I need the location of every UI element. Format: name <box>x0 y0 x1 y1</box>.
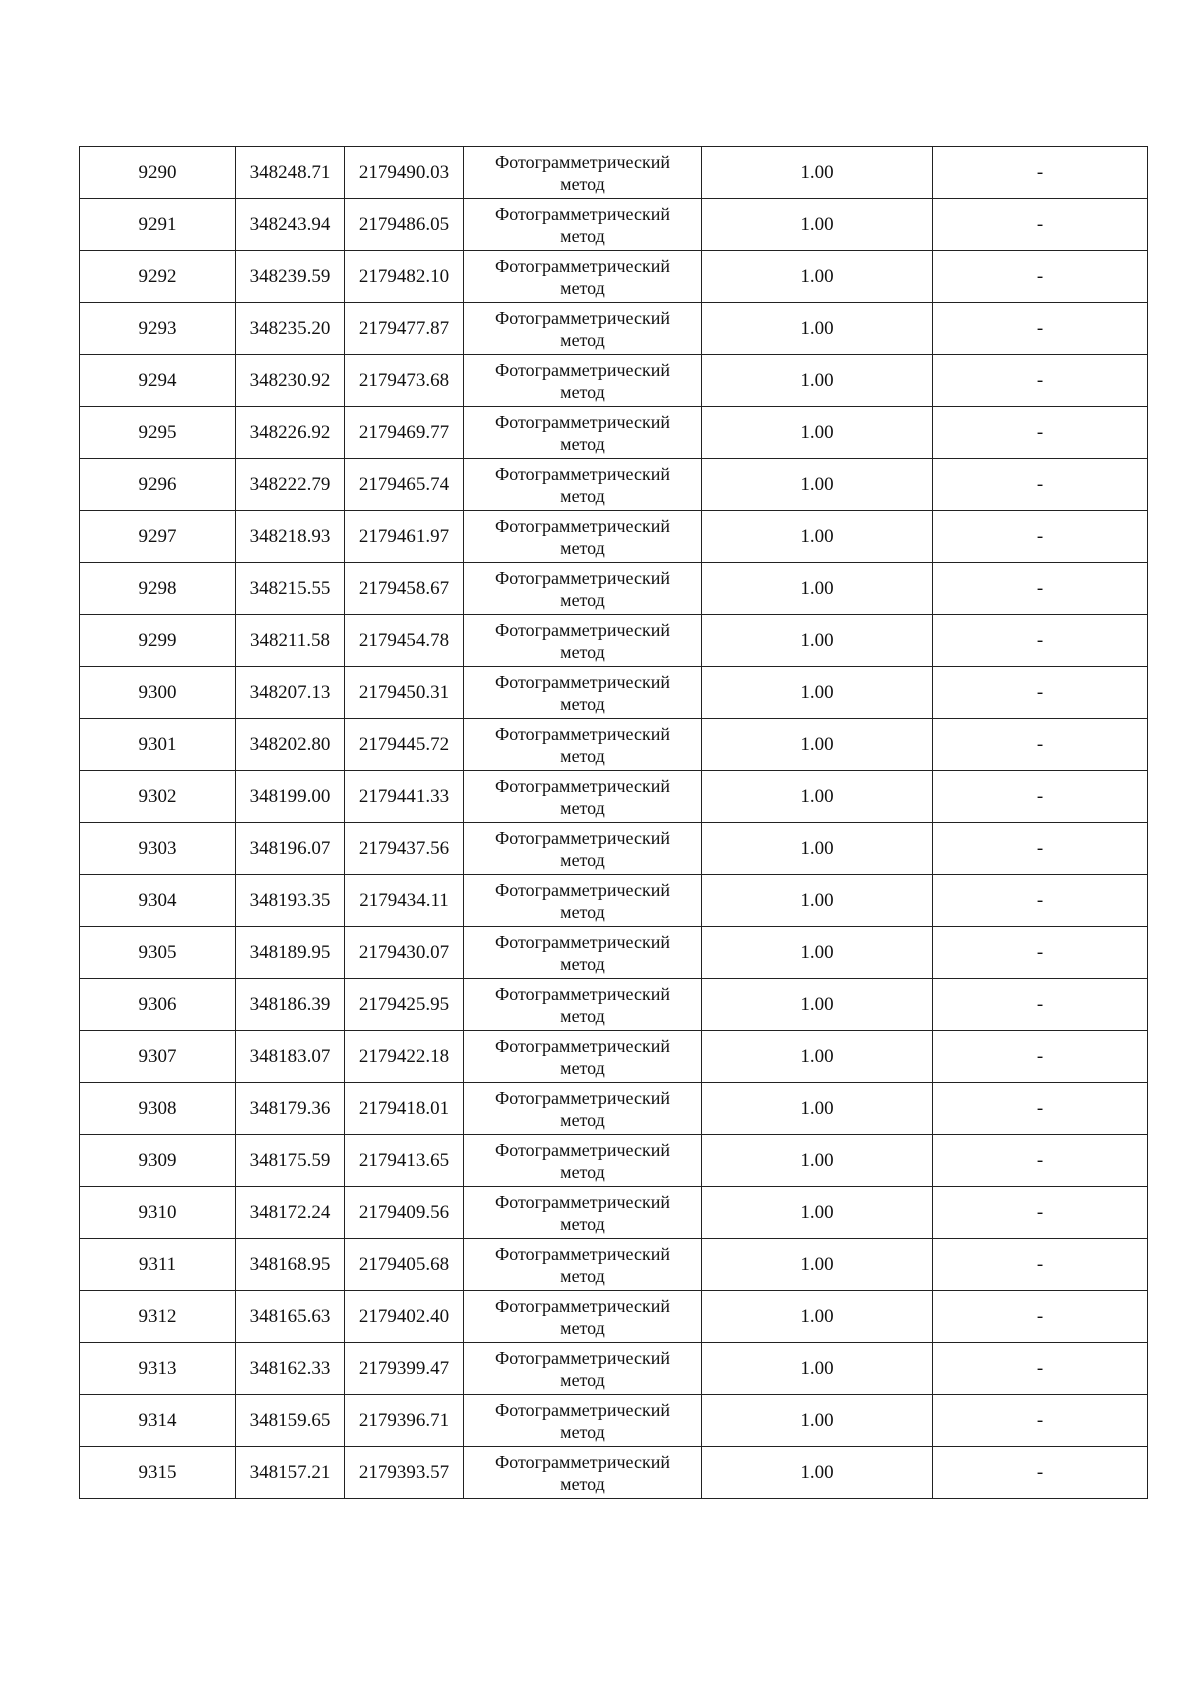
point-number-cell: 9292 <box>80 251 236 303</box>
method-cell <box>464 1447 702 1499</box>
method-line-1: Фотограмметрический <box>495 359 670 380</box>
point-number-cell: 9290 <box>80 147 236 199</box>
method-line-1: Фотограмметрический <box>495 203 670 224</box>
method-cell <box>464 979 702 1031</box>
description-cell: - <box>933 667 1148 719</box>
point-number-cell: 9295 <box>80 407 236 459</box>
description-cell: - <box>933 927 1148 979</box>
method-line-2: метод <box>560 173 605 194</box>
description-cell: - <box>933 771 1148 823</box>
point-number-cell: 9300 <box>80 667 236 719</box>
table-row <box>80 875 1148 927</box>
table-row <box>80 1135 1148 1187</box>
point-number-cell: 9312 <box>80 1291 236 1343</box>
y-coordinate-cell: 2179486.05 <box>345 199 464 251</box>
method-line-1: Фотограмметрический <box>495 1243 670 1264</box>
description-cell: - <box>933 1083 1148 1135</box>
table-row <box>80 615 1148 667</box>
method-line-1: Фотограмметрический <box>495 567 670 588</box>
method-line-1: Фотограмметрический <box>495 151 670 172</box>
y-coordinate-cell: 2179396.71 <box>345 1395 464 1447</box>
point-number-cell: 9306 <box>80 979 236 1031</box>
method-line-2: метод <box>560 953 605 974</box>
x-coordinate-cell: 348218.93 <box>236 511 345 563</box>
description-cell: - <box>933 355 1148 407</box>
method-line-1: Фотограмметрический <box>495 671 670 692</box>
description-cell: - <box>933 1135 1148 1187</box>
method-line-2: метод <box>560 537 605 558</box>
y-coordinate-cell: 2179445.72 <box>345 719 464 771</box>
point-number-cell: 9294 <box>80 355 236 407</box>
x-coordinate-cell: 348199.00 <box>236 771 345 823</box>
method-line-2: метод <box>560 901 605 922</box>
accuracy-cell: 1.00 <box>702 1135 933 1187</box>
method-cell <box>464 1187 702 1239</box>
point-number-cell: 9299 <box>80 615 236 667</box>
x-coordinate-cell: 348239.59 <box>236 251 345 303</box>
accuracy-cell: 1.00 <box>702 355 933 407</box>
accuracy-cell: 1.00 <box>702 459 933 511</box>
x-coordinate-cell: 348179.36 <box>236 1083 345 1135</box>
method-line-1: Фотограмметрический <box>495 723 670 744</box>
table-row <box>80 1447 1148 1499</box>
point-number-cell: 9313 <box>80 1343 236 1395</box>
table-row <box>80 771 1148 823</box>
description-cell: - <box>933 563 1148 615</box>
method-line-2: метод <box>560 693 605 714</box>
description-cell: - <box>933 303 1148 355</box>
y-coordinate-cell: 2179405.68 <box>345 1239 464 1291</box>
table-row <box>80 147 1148 199</box>
method-cell <box>464 511 702 563</box>
y-coordinate-cell: 2179482.10 <box>345 251 464 303</box>
y-coordinate-cell: 2179441.33 <box>345 771 464 823</box>
table-row <box>80 719 1148 771</box>
x-coordinate-cell: 348165.63 <box>236 1291 345 1343</box>
x-coordinate-cell: 348196.07 <box>236 823 345 875</box>
method-line-1: Фотограмметрический <box>495 775 670 796</box>
table-row <box>80 979 1148 1031</box>
method-cell <box>464 1031 702 1083</box>
accuracy-cell: 1.00 <box>702 979 933 1031</box>
table-row <box>80 1291 1148 1343</box>
point-number-cell: 9307 <box>80 1031 236 1083</box>
accuracy-cell: 1.00 <box>702 1083 933 1135</box>
y-coordinate-cell: 2179473.68 <box>345 355 464 407</box>
x-coordinate-cell: 348226.92 <box>236 407 345 459</box>
method-line-2: метод <box>560 485 605 506</box>
method-line-2: метод <box>560 1161 605 1182</box>
x-coordinate-cell: 348189.95 <box>236 927 345 979</box>
method-line-2: метод <box>560 589 605 610</box>
description-cell: - <box>933 1395 1148 1447</box>
method-cell <box>464 1395 702 1447</box>
point-number-cell: 9301 <box>80 719 236 771</box>
accuracy-cell: 1.00 <box>702 719 933 771</box>
method-line-2: метод <box>560 277 605 298</box>
accuracy-cell: 1.00 <box>702 407 933 459</box>
accuracy-cell: 1.00 <box>702 199 933 251</box>
x-coordinate-cell: 348243.94 <box>236 199 345 251</box>
accuracy-cell: 1.00 <box>702 303 933 355</box>
description-cell: - <box>933 1343 1148 1395</box>
description-cell: - <box>933 1447 1148 1499</box>
method-line-1: Фотограмметрический <box>495 1295 670 1316</box>
x-coordinate-cell: 348222.79 <box>236 459 345 511</box>
x-coordinate-cell: 348168.95 <box>236 1239 345 1291</box>
x-coordinate-cell: 348235.20 <box>236 303 345 355</box>
description-cell: - <box>933 719 1148 771</box>
method-line-1: Фотограмметрический <box>495 1451 670 1472</box>
point-number-cell: 9296 <box>80 459 236 511</box>
coordinates-table-body <box>80 147 1148 1499</box>
method-cell <box>464 563 702 615</box>
y-coordinate-cell: 2179409.56 <box>345 1187 464 1239</box>
method-line-1: Фотограмметрический <box>495 1035 670 1056</box>
y-coordinate-cell: 2179437.56 <box>345 823 464 875</box>
description-cell: - <box>933 407 1148 459</box>
method-cell <box>464 1135 702 1187</box>
x-coordinate-cell: 348172.24 <box>236 1187 345 1239</box>
x-coordinate-cell: 348186.39 <box>236 979 345 1031</box>
y-coordinate-cell: 2179465.74 <box>345 459 464 511</box>
point-number-cell: 9293 <box>80 303 236 355</box>
accuracy-cell: 1.00 <box>702 563 933 615</box>
description-cell: - <box>933 1291 1148 1343</box>
accuracy-cell: 1.00 <box>702 667 933 719</box>
description-cell: - <box>933 1239 1148 1291</box>
method-cell <box>464 875 702 927</box>
method-line-1: Фотограмметрический <box>495 1139 670 1160</box>
description-cell: - <box>933 1031 1148 1083</box>
method-line-2: метод <box>560 797 605 818</box>
method-cell <box>464 927 702 979</box>
y-coordinate-cell: 2179402.40 <box>345 1291 464 1343</box>
y-coordinate-cell: 2179393.57 <box>345 1447 464 1499</box>
method-line-2: метод <box>560 1005 605 1026</box>
accuracy-cell: 1.00 <box>702 251 933 303</box>
coordinates-table <box>79 146 1148 1499</box>
accuracy-cell: 1.00 <box>702 1031 933 1083</box>
description-cell: - <box>933 1187 1148 1239</box>
table-row <box>80 563 1148 615</box>
method-cell <box>464 719 702 771</box>
y-coordinate-cell: 2179399.47 <box>345 1343 464 1395</box>
x-coordinate-cell: 348230.92 <box>236 355 345 407</box>
method-line-2: метод <box>560 641 605 662</box>
method-cell <box>464 407 702 459</box>
x-coordinate-cell: 348183.07 <box>236 1031 345 1083</box>
method-line-2: метод <box>560 849 605 870</box>
accuracy-cell: 1.00 <box>702 1291 933 1343</box>
table-row <box>80 407 1148 459</box>
y-coordinate-cell: 2179490.03 <box>345 147 464 199</box>
point-number-cell: 9315 <box>80 1447 236 1499</box>
table-row <box>80 927 1148 979</box>
method-line-2: метод <box>560 745 605 766</box>
table-row <box>80 1239 1148 1291</box>
method-line-2: метод <box>560 1265 605 1286</box>
method-line-1: Фотограмметрический <box>495 463 670 484</box>
table-row <box>80 667 1148 719</box>
method-line-1: Фотограмметрический <box>495 1191 670 1212</box>
point-number-cell: 9298 <box>80 563 236 615</box>
method-cell <box>464 771 702 823</box>
table-row <box>80 303 1148 355</box>
method-line-2: метод <box>560 1473 605 1494</box>
point-number-cell: 9302 <box>80 771 236 823</box>
method-line-1: Фотограмметрический <box>495 1399 670 1420</box>
method-line-2: метод <box>560 1213 605 1234</box>
point-number-cell: 9305 <box>80 927 236 979</box>
x-coordinate-cell: 348157.21 <box>236 1447 345 1499</box>
x-coordinate-cell: 348159.65 <box>236 1395 345 1447</box>
y-coordinate-cell: 2179434.11 <box>345 875 464 927</box>
accuracy-cell: 1.00 <box>702 1343 933 1395</box>
x-coordinate-cell: 348175.59 <box>236 1135 345 1187</box>
description-cell: - <box>933 979 1148 1031</box>
point-number-cell: 9311 <box>80 1239 236 1291</box>
method-line-2: метод <box>560 1421 605 1442</box>
description-cell: - <box>933 459 1148 511</box>
x-coordinate-cell: 348215.55 <box>236 563 345 615</box>
point-number-cell: 9304 <box>80 875 236 927</box>
description-cell: - <box>933 147 1148 199</box>
description-cell: - <box>933 875 1148 927</box>
y-coordinate-cell: 2179454.78 <box>345 615 464 667</box>
method-line-1: Фотограмметрический <box>495 827 670 848</box>
description-cell: - <box>933 511 1148 563</box>
method-line-2: метод <box>560 1317 605 1338</box>
method-line-1: Фотограмметрический <box>495 1347 670 1368</box>
description-cell: - <box>933 251 1148 303</box>
method-line-2: метод <box>560 1057 605 1078</box>
method-line-1: Фотограмметрический <box>495 307 670 328</box>
table-row <box>80 251 1148 303</box>
method-cell <box>464 1239 702 1291</box>
method-line-1: Фотограмметрический <box>495 255 670 276</box>
y-coordinate-cell: 2179461.97 <box>345 511 464 563</box>
method-cell <box>464 823 702 875</box>
description-cell: - <box>933 823 1148 875</box>
x-coordinate-cell: 348207.13 <box>236 667 345 719</box>
table-row <box>80 355 1148 407</box>
table-row <box>80 199 1148 251</box>
method-line-1: Фотограмметрический <box>495 983 670 1004</box>
table-row <box>80 1343 1148 1395</box>
method-cell <box>464 147 702 199</box>
y-coordinate-cell: 2179430.07 <box>345 927 464 979</box>
method-line-2: метод <box>560 1109 605 1130</box>
point-number-cell: 9297 <box>80 511 236 563</box>
method-cell <box>464 251 702 303</box>
table-row <box>80 1031 1148 1083</box>
method-line-2: метод <box>560 1369 605 1390</box>
accuracy-cell: 1.00 <box>702 511 933 563</box>
x-coordinate-cell: 348193.35 <box>236 875 345 927</box>
method-line-1: Фотограмметрический <box>495 411 670 432</box>
method-cell <box>464 615 702 667</box>
table-row <box>80 1395 1148 1447</box>
table-row <box>80 459 1148 511</box>
method-cell <box>464 303 702 355</box>
accuracy-cell: 1.00 <box>702 1187 933 1239</box>
description-cell: - <box>933 199 1148 251</box>
accuracy-cell: 1.00 <box>702 1239 933 1291</box>
y-coordinate-cell: 2179418.01 <box>345 1083 464 1135</box>
table-row <box>80 1083 1148 1135</box>
x-coordinate-cell: 348202.80 <box>236 719 345 771</box>
method-cell <box>464 1291 702 1343</box>
x-coordinate-cell: 348162.33 <box>236 1343 345 1395</box>
method-line-2: метод <box>560 433 605 454</box>
y-coordinate-cell: 2179450.31 <box>345 667 464 719</box>
point-number-cell: 9309 <box>80 1135 236 1187</box>
accuracy-cell: 1.00 <box>702 1447 933 1499</box>
point-number-cell: 9310 <box>80 1187 236 1239</box>
method-line-2: метод <box>560 329 605 350</box>
point-number-cell: 9291 <box>80 199 236 251</box>
method-line-1: Фотограмметрический <box>495 931 670 952</box>
accuracy-cell: 1.00 <box>702 875 933 927</box>
table-row <box>80 823 1148 875</box>
method-cell <box>464 1343 702 1395</box>
y-coordinate-cell: 2179469.77 <box>345 407 464 459</box>
accuracy-cell: 1.00 <box>702 927 933 979</box>
point-number-cell: 9308 <box>80 1083 236 1135</box>
table-row <box>80 511 1148 563</box>
y-coordinate-cell: 2179422.18 <box>345 1031 464 1083</box>
x-coordinate-cell: 348211.58 <box>236 615 345 667</box>
method-cell <box>464 667 702 719</box>
point-number-cell: 9303 <box>80 823 236 875</box>
accuracy-cell: 1.00 <box>702 823 933 875</box>
description-cell: - <box>933 615 1148 667</box>
table-row <box>80 1187 1148 1239</box>
method-cell <box>464 355 702 407</box>
method-line-2: метод <box>560 381 605 402</box>
method-line-1: Фотограмметрический <box>495 879 670 900</box>
method-line-1: Фотограмметрический <box>495 619 670 640</box>
y-coordinate-cell: 2179413.65 <box>345 1135 464 1187</box>
accuracy-cell: 1.00 <box>702 615 933 667</box>
method-line-1: Фотограмметрический <box>495 1087 670 1108</box>
y-coordinate-cell: 2179458.67 <box>345 563 464 615</box>
method-line-1: Фотограмметрический <box>495 515 670 536</box>
accuracy-cell: 1.00 <box>702 1395 933 1447</box>
y-coordinate-cell: 2179477.87 <box>345 303 464 355</box>
y-coordinate-cell: 2179425.95 <box>345 979 464 1031</box>
method-cell <box>464 199 702 251</box>
point-number-cell: 9314 <box>80 1395 236 1447</box>
accuracy-cell: 1.00 <box>702 147 933 199</box>
x-coordinate-cell: 348248.71 <box>236 147 345 199</box>
method-cell <box>464 1083 702 1135</box>
accuracy-cell: 1.00 <box>702 771 933 823</box>
method-cell <box>464 459 702 511</box>
method-line-2: метод <box>560 225 605 246</box>
